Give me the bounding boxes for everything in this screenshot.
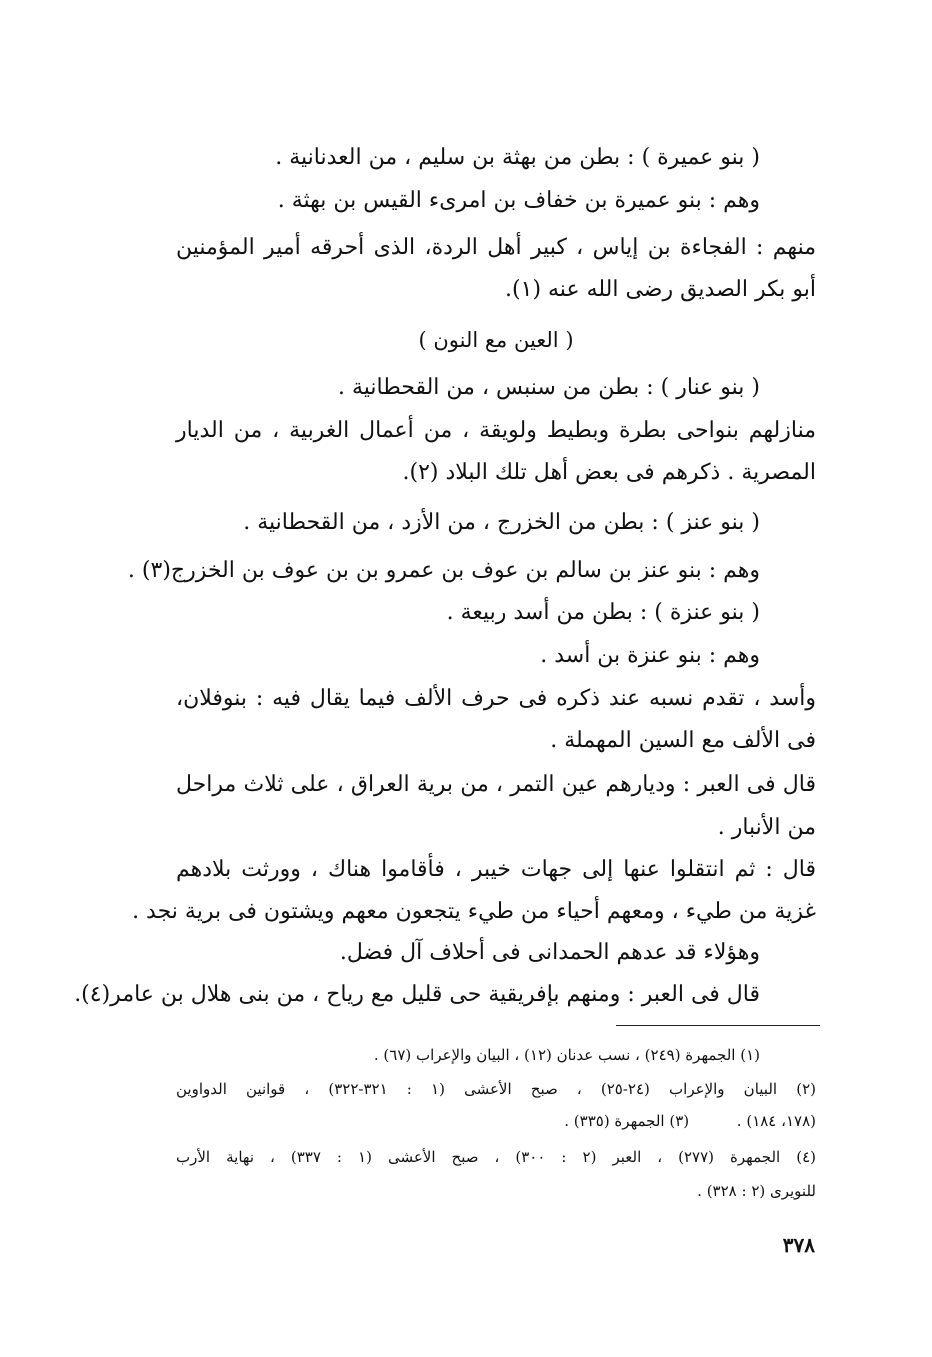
footnote: (١٧٨، ١٨٤) . (٣) الجمهرة (٣٣٥) . [564,1112,816,1130]
text-line: ( بنو عنار ) : بطن من سنبس ، من القحطانية . [337,375,760,400]
text-line: ( بنو عنز ) : بطن من الخزرج ، من الأزد ، من القحطانية . [243,510,760,535]
text-line: غزية من طيء ، ومعهم أحياء من طيء يتجعون معهم ويشتون فى برية نجد . [132,899,816,924]
text-line: قال فى العبر : ومنهم بإفريقية حى قليل مع رياح ، من بنى هلال بن عامر(٤). [74,982,760,1007]
text-line: وهم : بنو عنزة بن أسد . [540,643,760,668]
text-line: المصرية . ذكرهم فى بعض أهل تلك البلاد (٢). [402,460,816,485]
text-line: أبو بكر الصديق رضى الله عنه (١). [505,277,816,302]
footnote: (٤) الجمهرة (٢٧٧) ، العبر (٢ : ٣٠٠) ، صبح الأعشى (١ : ٣٣٧) ، نهاية الأرب [176,1148,816,1166]
text-line: وهم : بنو عميرة بن خفاف بن امرىء القيس بن بهثة . [277,188,760,213]
text-line: ( بنو عميرة ) : بطن من بهثة بن سليم ، من العدنانية . [275,145,760,170]
text-line: منازلهم بنواحى بطرة وبطيط ولويقة ، من أعمال الغربية ، من الديار [176,418,816,443]
text-line: قال فى العبر : وديارهم عين التمر ، من برية العراق ، على ثلاث مراحل [176,772,816,797]
text-line: من الأنبار . [717,815,816,840]
text-line: قال : ثم انتقلوا عنها إلى جهات خيبر ، فأقاموا هناك ، وورثت بلادهم [176,857,816,882]
footnote: للنويرى (٢ : ٣٢٨) . [697,1182,816,1200]
text-line: وهم : بنو عنز بن سالم بن عوف بن عمرو بن بن عوف بن الخزرج(٣) . [127,558,760,583]
text-line: وهؤلاء قد عدهم الحمدانى فى أحلاف آل فضل. [339,940,760,965]
section-heading: ( العين مع النون ) [418,328,574,352]
footnote: (١) الجمهرة (٢٤٩) ، نسب عدنان (١٢) ، البيان والإعراب (٦٧) . [373,1046,760,1064]
page-number: ٣٧٨ [782,1233,815,1257]
text-line: فى الألف مع السين المهملة . [550,728,816,753]
footnote: (٢) البيان والإعراب (٢٤-٢٥) ، صبح الأعشى (١ : ٣٢١-٣٢٢) ، قوانين الدواوين [176,1080,816,1098]
text-line: وأسد ، تقدم نسبه عند ذكره فى حرف الألف فيما يقال فيه : بنوفلان، [176,686,816,711]
text-line: ( بنو عنزة ) : بطن من أسد ربيعة . [446,600,760,625]
footnote-divider [616,1025,820,1026]
text-line: منهم : الفجاءة بن إياس ، كبير أهل الردة، الذى أحرقه أمير المؤمنين [176,235,816,260]
